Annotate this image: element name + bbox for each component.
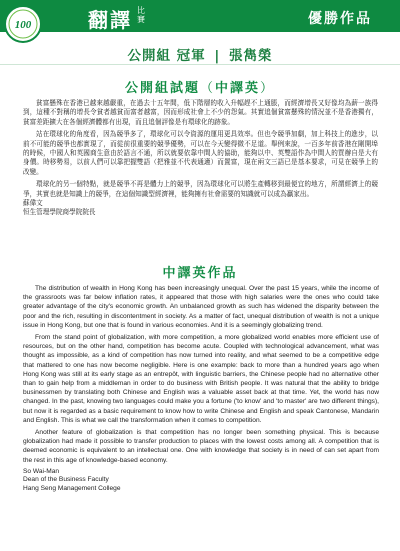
- question-title-lang: 中譯英: [215, 81, 261, 96]
- award-group: 公開組: [127, 48, 171, 64]
- question-paragraph: 站在環球化的角度看，因為競爭多了，環球化可以令資源的運用更具效率。但也令競爭加劇，加上科技上的進步，以前不可能的競爭也都實現了，而從前很重要的競爭優勢，可以在今天變得微不足道。舉例來說，一百多年前香港在剛開埠的時候，中國人和英國商生意由於語言不通，所以就要依靠中間人的協助，能夠以中、英雙語作為中間人的買辦自是大有身價。時移勢易，以前人們可以靠把握雙語（把雅並不代表通適）而置富，現在兩文三語已是基本要求，可見在競爭上的改變。: [23, 130, 378, 176]
- question-paragraph: 貧富懸殊在香港已越來越嚴重，在過去十五年間，低下階層的收入升幅趕不上通脹，而經濟增長又好像均為薪一族得到，這種不對稱的增長令貧者越貧而富者越富，因而形成社會上不少的怨氣。其實追個貧富懸殊的情況並不是香港獨有，貧富差距擴大在各個經濟體都有出現，而且追個評像是有環球化的跡象。: [23, 99, 378, 126]
- badge-number: 100: [14, 19, 32, 31]
- award-line: [0, 44, 400, 64]
- question-paragraph: 環球化的另一個特點，就是競爭不再是體力上的競爭，因為環球化可以將生產轉移到最便宜的地方，所謂經濟上的競爭，其實也就是知識上的競爭，在這個知識型經濟裡，能夠擁有社會需要的知識就可以成為贏家出。: [23, 180, 378, 198]
- question-title-bracket-open: （: [199, 81, 215, 96]
- answer-signature-org: Hang Seng Management College: [23, 485, 121, 493]
- question-title: [0, 77, 400, 96]
- answer-paragraph: From the stand point of globalization, with more competition, a more globalized world enables more efficient use of resources, but on the other hand, competition has become acute. Coupled with technological advancement, what was thought as impossible, as a kind of competition has now turned into reality, and what seemed to be a competitive edge that mattered to one has now become negligible. Here is one example: back to more than a hundred years ago when Hong Kong was still at its early stage as an entrepôt, with linguistic barriers, the Chinese people had no alternative other than to gain help from a middleman in order to do business with British people. It was natural that the ability to bridge businessmen by translating both Chinese and English was a valuable asset back at that time. Yet, the world has now changed. In the past, knowing two languages could make you a fortune ('to know' and 'to master' are two different things), but now it is regarded as a basic requirement to know how to write Chinese and English and speak Cantonese, Mandarin and English. This is what we call the transformation when it comes to competition.: [23, 334, 379, 424]
- award-winner: 張雋榮: [229, 48, 273, 64]
- award-separator: |: [214, 48, 221, 64]
- answer-signature-name: So Wai-Man: [23, 467, 60, 475]
- answer-paragraph: Another feature of globalization is that competition has no longer been something physical. This is because globalization had made it possible to transfer production to places with the lowest costs among all. A competition that is deemed economic is equivalent to an intellectual one. One with knowledge that society is in need of can set apart from the rest in this age of knowledge-based economy.: [23, 429, 379, 464]
- answer-signature-title: Dean of the Business Faculty: [23, 476, 109, 484]
- question-title-text: 公開組試題: [124, 81, 200, 96]
- badge-100-icon: [3, 4, 43, 44]
- question-signature-title: 恒生管理學院商學院院長: [23, 208, 96, 217]
- question-signature-name: 蘇偉文: [23, 199, 43, 208]
- answer-body: [23, 284, 379, 494]
- brand-subtitle: 比賽: [137, 6, 145, 24]
- answer-paragraph: The distribution of wealth in Hong Kong has been increasingly unequal. Over the past 15 years, while the income of the grassroots was far below inflation rates, it appeared that those with high salaries were the ones who could take greater advantage of the city's economic growth. An unbalanced growth as such has widened the disparity between the poor and the rich, resulting in discontentment in society. As a matter of fact, unequal distribution of wealth is not a unique issue in Hong Kong, but one that is found in various economies. And it is a seemingly globalizing trend.: [23, 285, 379, 329]
- brand-title: 翻譯: [88, 8, 132, 32]
- question-title-bracket-close: ）: [260, 81, 276, 96]
- header-tag: 優勝作品: [308, 11, 372, 27]
- answer-title: 中譯英作品: [162, 266, 238, 281]
- award-prize: 冠軍: [176, 48, 206, 64]
- header-bar: [0, 0, 400, 32]
- question-body: [23, 99, 378, 218]
- divider: [0, 64, 400, 65]
